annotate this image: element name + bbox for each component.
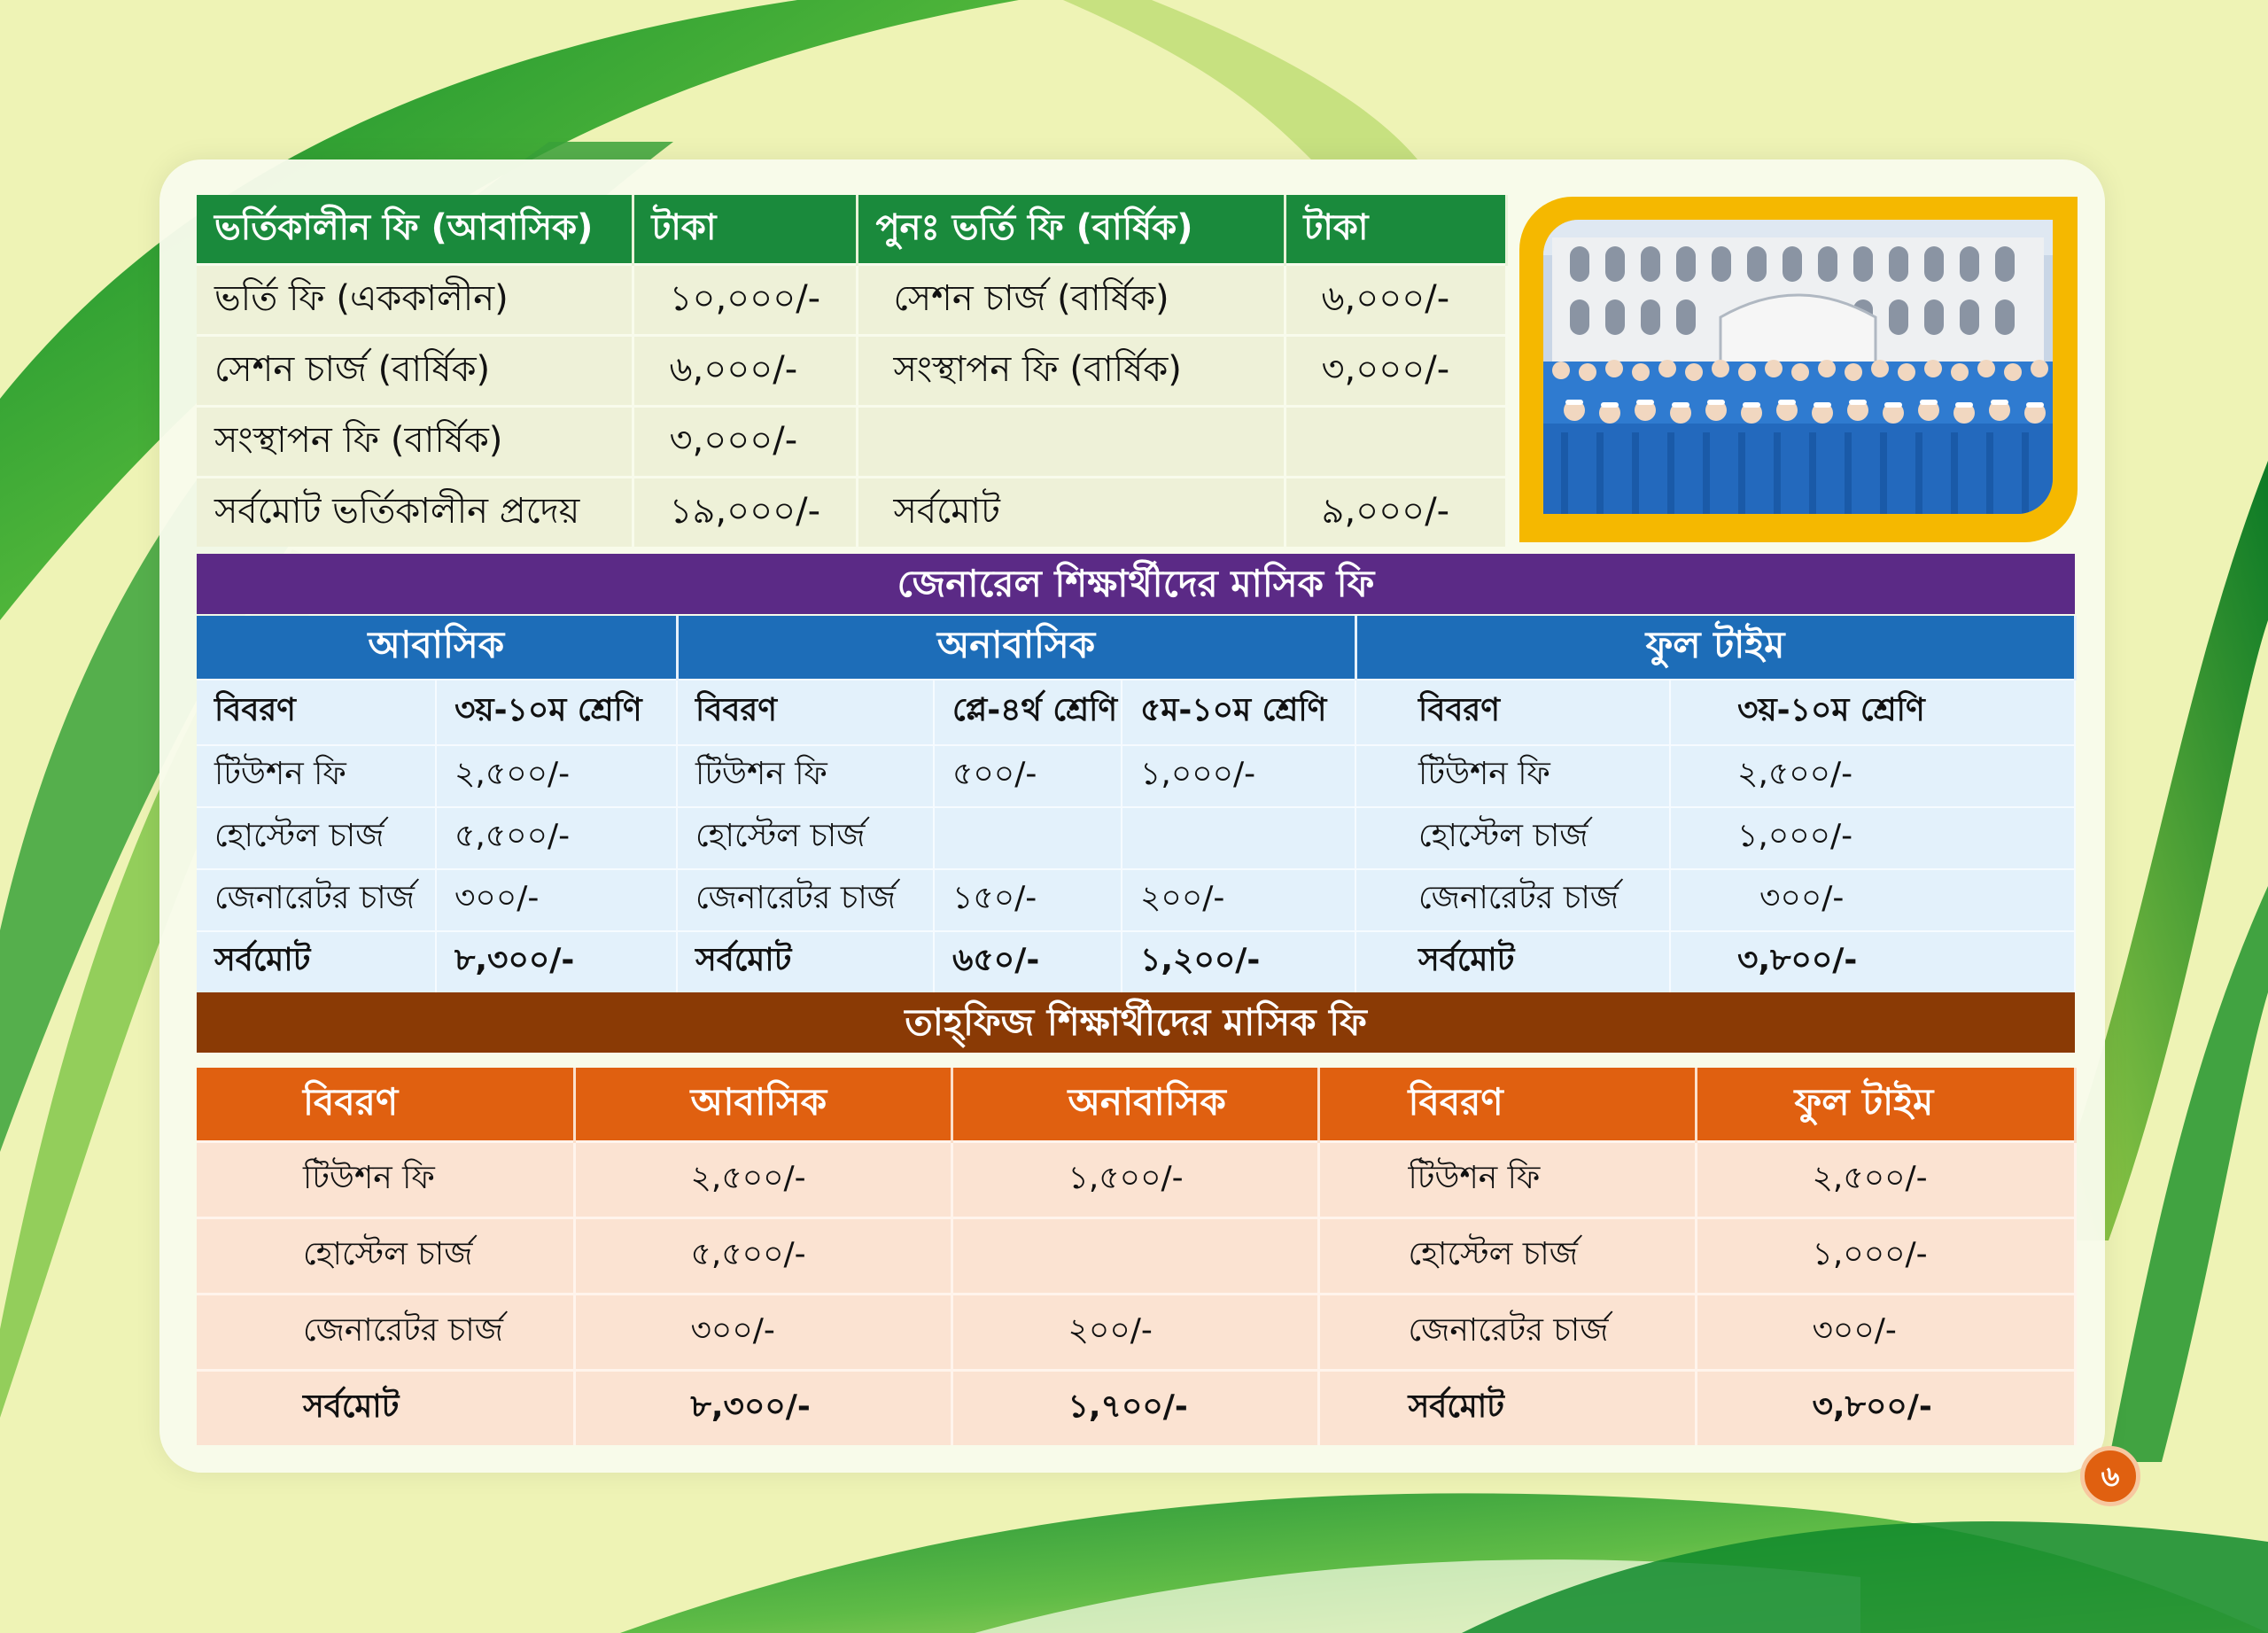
item-amount: ২,৫০০/- — [436, 745, 677, 807]
item-label: হোস্টেল চার্জ — [197, 1218, 574, 1295]
item-label: জেনারেটর চার্জ — [1318, 1295, 1696, 1371]
item-amount: ১,৫০০/- — [951, 1142, 1318, 1218]
total-label: সর্বমোট — [197, 931, 436, 992]
item-amount: ৩০০/- — [574, 1295, 951, 1371]
item-amount: ২০০/- — [1122, 869, 1355, 931]
total-amount: ৮,৩০০/- — [436, 931, 677, 992]
column-header: অনাবাসিক — [951, 1068, 1318, 1142]
total-amount: ১৯,০০০/- — [633, 478, 857, 548]
admission-fee-table — [197, 195, 1508, 547]
item-amount — [1285, 407, 1506, 478]
table-row — [197, 745, 2075, 807]
admission-fee-header: ভর্তিকালীন ফি (আবাসিক) — [197, 195, 633, 265]
tahfiz-monthly-fee-title: তাহ্‌ফিজ শিক্ষার্থীদের মাসিক ফি — [197, 992, 2075, 1053]
item-label: টিউশন ফি — [197, 1142, 574, 1218]
total-label: সর্বমোট — [1318, 1371, 1696, 1446]
full-time-group-header: ফুল টাইম — [1355, 616, 2075, 680]
general-monthly-fee-table — [197, 616, 2077, 992]
item-amount: ২,৫০০/- — [574, 1142, 951, 1218]
column-header: ৩য়-১০ম শ্রেণি — [436, 680, 677, 745]
column-header: বিবরণ — [1318, 1068, 1696, 1142]
total-label: সর্বমোট — [197, 1371, 574, 1446]
item-amount: ১,০০০/- — [1670, 807, 2075, 869]
total-row — [197, 931, 2075, 992]
item-label: জেনারেটর চার্জ — [197, 1295, 574, 1371]
group-header-row — [197, 616, 2075, 680]
item-label: হোস্টেল চার্জ — [197, 807, 436, 869]
item-amount: ৫,৫০০/- — [436, 807, 677, 869]
item-amount: ২,৫০০/- — [1670, 745, 2075, 807]
table-row — [197, 1218, 2075, 1295]
total-amount: ১,৭০০/- — [951, 1371, 1318, 1446]
total-amount: ৩,৮০০/- — [1670, 931, 2075, 992]
total-row — [197, 1371, 2075, 1446]
item-amount: ৩,০০০/- — [633, 407, 857, 478]
column-header: বিবরণ — [1355, 680, 1670, 745]
table-row — [197, 1142, 2075, 1218]
item-label: সংস্থাপন ফি (বার্ষিক) — [197, 407, 633, 478]
table-row — [197, 869, 2075, 931]
item-amount: ৫০০/- — [934, 745, 1122, 807]
amount-header: টাকা — [633, 195, 857, 265]
item-amount: ১০,০০০/- — [633, 265, 857, 336]
item-amount: ১,০০০/- — [1122, 745, 1355, 807]
item-label: হোস্টেল চার্জ — [1355, 807, 1670, 869]
item-label: টিউশন ফি — [1355, 745, 1670, 807]
total-label: সর্বমোট — [1355, 931, 1670, 992]
item-amount: ৬,০০০/- — [1285, 265, 1506, 336]
item-label: সংস্থাপন ফি (বার্ষিক) — [857, 336, 1285, 407]
item-amount: ১৫০/- — [934, 869, 1122, 931]
item-label: হোস্টেল চার্জ — [677, 807, 934, 869]
column-header: বিবরণ — [197, 1068, 574, 1142]
total-label: সর্বমোট ভর্তিকালীন প্রদেয় — [197, 478, 633, 548]
residential-group-header: আবাসিক — [197, 616, 677, 680]
column-header: বিবরণ — [677, 680, 934, 745]
item-amount: ৩,০০০/- — [1285, 336, 1506, 407]
item-amount: ৩০০/- — [1670, 869, 2075, 931]
item-label: ভর্তি ফি (এককালীন) — [197, 265, 633, 336]
item-label: জেনারেটর চার্জ — [1355, 869, 1670, 931]
general-monthly-fee-title: জেনারেল শিক্ষার্থীদের মাসিক ফি — [197, 554, 2075, 614]
non-residential-group-header: অনাবাসিক — [677, 616, 1355, 680]
column-header: ৩য়-১০ম শ্রেণি — [1670, 680, 2075, 745]
table-row — [197, 807, 2075, 869]
table-row — [197, 478, 1506, 548]
column-header: আবাসিক — [574, 1068, 951, 1142]
column-header: প্লে-৪র্থ শ্রেণি — [934, 680, 1122, 745]
table-row — [197, 336, 1506, 407]
admission-header-row — [197, 195, 1506, 265]
item-amount: ১,০০০/- — [1696, 1218, 2075, 1295]
item-amount: ২,৫০০/- — [1696, 1142, 2075, 1218]
item-amount — [951, 1218, 1318, 1295]
total-label: সর্বমোট — [677, 931, 934, 992]
item-amount: ৩০০/- — [1696, 1295, 2075, 1371]
total-amount: ১,২০০/- — [1122, 931, 1355, 992]
table-row — [197, 407, 1506, 478]
total-label: সর্বমোট — [857, 478, 1285, 548]
item-amount: ৬,০০০/- — [633, 336, 857, 407]
tahfiz-monthly-fee-table — [197, 1068, 2077, 1445]
item-amount: ২০০/- — [951, 1295, 1318, 1371]
total-amount: ৯,০০০/- — [1285, 478, 1506, 548]
column-header: বিবরণ — [197, 680, 436, 745]
item-label — [857, 407, 1285, 478]
item-label: জেনারেটর চার্জ — [677, 869, 934, 931]
students-photo — [1543, 220, 2053, 514]
item-label: হোস্টেল চার্জ — [1318, 1218, 1696, 1295]
item-amount — [934, 807, 1122, 869]
column-header: ফুল টাইম — [1696, 1068, 2075, 1142]
table-row — [197, 265, 1506, 336]
amount-header: টাকা — [1285, 195, 1506, 265]
page-number-badge: ৬ — [2080, 1446, 2140, 1506]
item-label: সেশন চার্জ (বার্ষিক) — [857, 265, 1285, 336]
item-label: সেশন চার্জ (বার্ষিক) — [197, 336, 633, 407]
total-amount: ৩,৮০০/- — [1696, 1371, 2075, 1446]
readmission-fee-header: পুনঃ ভর্তি ফি (বার্ষিক) — [857, 195, 1285, 265]
item-label: টিউশন ফি — [197, 745, 436, 807]
column-header: ৫ম-১০ম শ্রেণি — [1122, 680, 1355, 745]
total-amount: ৮,৩০০/- — [574, 1371, 951, 1446]
item-label: টিউশন ফি — [1318, 1142, 1696, 1218]
item-amount: ৫,৫০০/- — [574, 1218, 951, 1295]
total-amount: ৬৫০/- — [934, 931, 1122, 992]
item-amount: ৩০০/- — [436, 869, 677, 931]
item-amount — [1122, 807, 1355, 869]
item-label: টিউশন ফি — [677, 745, 934, 807]
column-header-row — [197, 680, 2075, 745]
table-row — [197, 1295, 2075, 1371]
item-label: জেনারেটর চার্জ — [197, 869, 436, 931]
tahfiz-header-row — [197, 1068, 2075, 1142]
